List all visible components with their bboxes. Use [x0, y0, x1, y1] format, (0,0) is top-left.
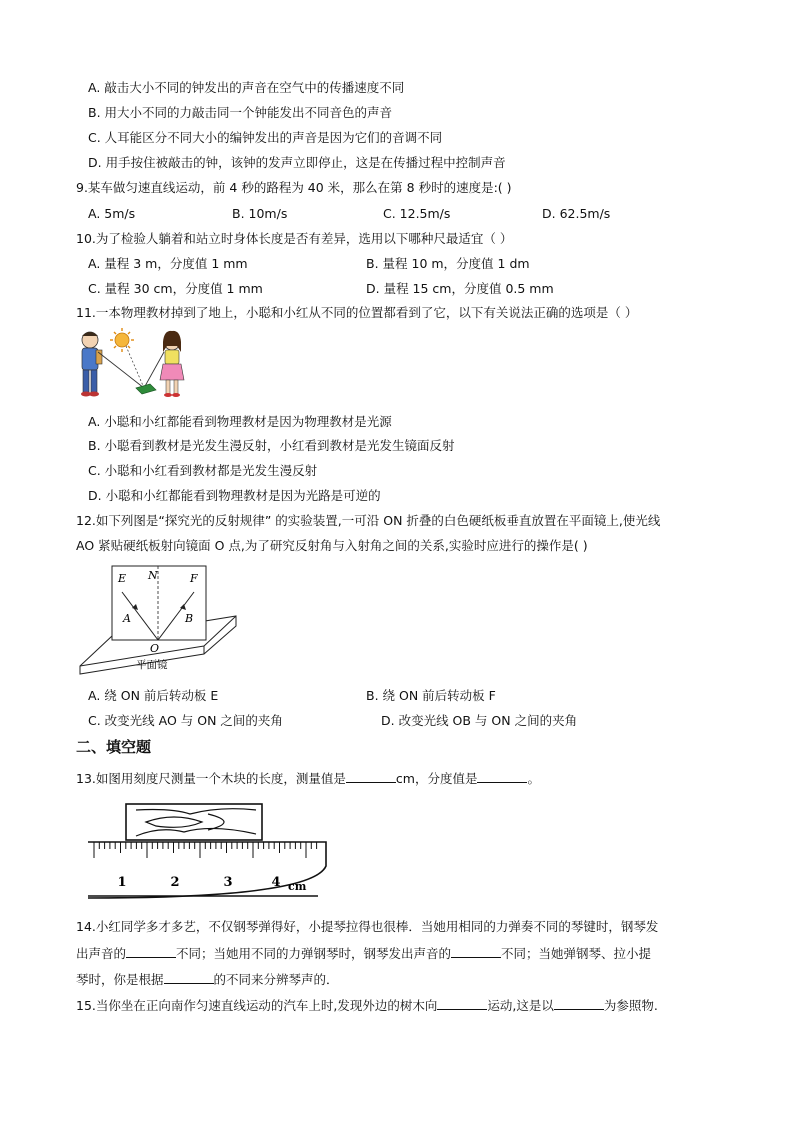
q14-blank-3[interactable]: [164, 970, 214, 984]
boy-figure-icon: [81, 332, 102, 397]
q13-blank-division[interactable]: [477, 769, 527, 783]
q14-blank-2[interactable]: [451, 944, 501, 958]
ray-to-girl: [144, 352, 164, 388]
q8-option-d: D. 用手按住被敲击的钟，该钟的发声立即停止，这是在传播过程中控制声音: [88, 155, 506, 170]
q14-text-c: 不同；当她弹钢琴、拉小提: [501, 946, 652, 961]
label-mirror: 平面镜: [136, 659, 168, 671]
q11-option-c: C. 小聪和小红看到教材都是光发生漫反射: [88, 463, 318, 478]
q11-option-a: A. 小聪和小红都能看到物理教材是因为物理教材是光源: [88, 414, 392, 429]
q13-stem: [76, 769, 540, 788]
q14-line1: 14.小红同学多才多艺，不仅钢琴弹得好，小提琴拉得也很棒．当她用相同的力弹奏不同的琴键时，钢琴发: [76, 919, 659, 934]
ruler-ticks: [94, 842, 317, 858]
q12-stem-line1: 12.如下列图是“探究光的反射规律” 的实验装置,一可沿 ON 折叠的白色硬纸板垂直放置在平面镜上,使光线: [76, 513, 661, 528]
q11-stem: 11.一本物理教材掉到了地上，小聪和小红从不同的位置都看到了它，以下有关说法正确的选项是（ ）: [76, 305, 638, 320]
wood-block: [126, 804, 262, 840]
q8-option-b: B. 用大小不同的力敲击同一个钟能发出不同音色的声音: [88, 105, 393, 120]
q13-ruler-figure: [80, 800, 330, 900]
q12-stem-line2: AO 紧贴硬纸板射向镜面 O 点,为了研究反射角与入射角之间的关系,实验时应进行的操作是( ): [76, 538, 588, 553]
book-icon: [136, 384, 156, 394]
q15-text-b: 运动,这是以: [487, 998, 554, 1013]
ruler-number-3: 3: [223, 875, 233, 890]
q13-text-pre: 13.如图用刻度尺测量一个木块的长度，测量值是: [76, 771, 346, 786]
q15-text-a: 15.当你坐在正向南作匀速直线运动的汽车上时,发现外边的树木向: [76, 998, 438, 1013]
q11-option-b: B. 小聪看到教材是光发生漫反射，小红看到教材是光发生镜面反射: [88, 438, 455, 453]
q9-stem: 9.某车做匀速直线运动，前 4 秒的路程为 40 米，那么在第 8 秒时的速度是:( ): [76, 180, 512, 195]
q12-figure: [76, 562, 240, 676]
q10-option-a: A. 量程 3 m，分度值 1 mm: [88, 256, 248, 271]
q14-blank-1[interactable]: [126, 944, 176, 958]
q12-option-b: B. 绕 ON 前后转动板 F: [366, 688, 496, 703]
q9-option-d: D. 62.5m/s: [542, 206, 611, 221]
ruler-number-1: 1: [117, 875, 127, 890]
q11-option-d: D. 小聪和小红都能看到物理教材是因为光路是可逆的: [88, 488, 381, 503]
ruler-number-4: 4: [271, 875, 281, 890]
q10-option-c: C. 量程 30 cm，分度值 1 mm: [88, 281, 263, 296]
label-a: A: [123, 612, 131, 625]
q13-blank-measurement[interactable]: [346, 769, 396, 783]
ray-to-boy: [98, 352, 144, 388]
q10-option-b: B. 量程 10 m，分度值 1 dm: [366, 256, 530, 271]
q9-option-c: C. 12.5m/s: [383, 206, 451, 221]
q8-option-a: A. 敲击大小不同的钟发出的声音在空气中的传播速度不同: [88, 80, 405, 95]
q9-option-a: A. 5m/s: [88, 206, 136, 221]
q9-option-b: B. 10m/s: [232, 206, 288, 221]
q14-text-d: 琴时，你是根据: [76, 972, 164, 987]
label-e: E: [118, 572, 127, 585]
section-title-fill-in: 二、填空题: [76, 738, 152, 756]
sun-icon: [110, 328, 134, 352]
q13-text-mid: cm，分度值是: [395, 771, 478, 786]
sun-ray: [126, 346, 144, 388]
q12-option-c: C. 改变光线 AO 与 ON 之间的夹角: [88, 713, 283, 728]
q14-text-e: 的不同来分辨琴声的．: [213, 972, 339, 987]
q11-figure: [76, 326, 194, 402]
q13-text-post: 。: [527, 771, 540, 786]
q12-option-d: D. 改变光线 OB 与 ON 之间的夹角: [381, 713, 578, 728]
label-n: N: [148, 569, 158, 582]
q14-line3: [76, 970, 339, 989]
q8-option-c: C. 人耳能区分不同大小的编钟发出的声音是因为它们的音调不同: [88, 130, 443, 145]
label-b: B: [185, 612, 194, 625]
label-o: O: [150, 642, 160, 655]
ruler-number-2: 2: [170, 875, 180, 890]
q10-option-d: D. 量程 15 cm，分度值 0.5 mm: [366, 281, 554, 296]
q14-line2: [76, 944, 651, 963]
q15-blank-1[interactable]: [437, 996, 487, 1010]
q15-blank-2[interactable]: [554, 996, 604, 1010]
q14-text-b: 不同；当她用不同的力弹钢琴时，钢琴发出声音的: [176, 946, 452, 961]
q10-stem: 10.为了检验人躺着和站立时身体长度是否有差异，选用以下哪种尺最适宜（ ）: [76, 231, 513, 246]
q15-stem: [76, 996, 658, 1015]
q15-text-c: 为参照物.: [603, 998, 658, 1013]
q12-option-a: A. 绕 ON 前后转动板 E: [88, 688, 219, 703]
ruler-unit: cm: [288, 880, 307, 893]
label-f: F: [190, 572, 198, 585]
q14-text-a: 出声音的: [76, 946, 127, 961]
girl-figure-icon: [160, 331, 184, 397]
